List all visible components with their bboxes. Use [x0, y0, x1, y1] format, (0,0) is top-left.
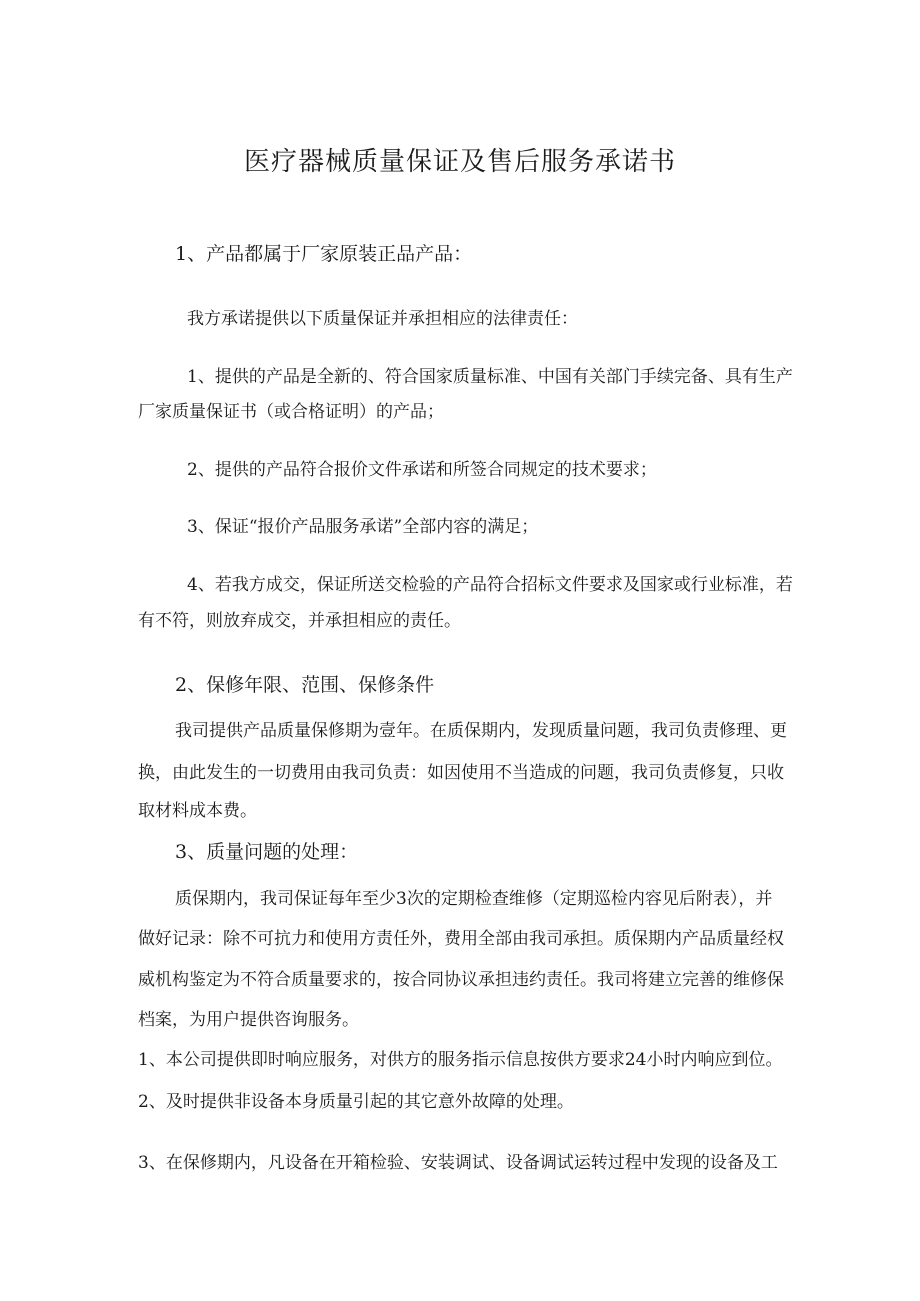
section3-heading: 3、质量问题的处理：: [175, 841, 359, 863]
section3-list-item-1: 1、本公司提供即时响应服务，对供方的服务指示信息按供方要求24小时内响应到位。: [138, 1050, 783, 1070]
section1-item1-line1: 1、提供的产品是全新的、符合国家质量标准、中国有关部门手续完备、具有生产: [187, 367, 793, 387]
section1-item1-line2: 厂家质量保证书（或合格证明）的产品；: [138, 402, 444, 422]
section1-intro: 我方承诺提供以下质量保证并承担相应的法律责任：: [187, 309, 578, 329]
section1-heading: 1、产品都属于厂家原装正品产品：: [175, 243, 473, 265]
section1-item2: 2、提供的产品符合报价文件承诺和所签合同规定的技术要求；: [187, 460, 657, 480]
section1-item4-line2: 有不符，则放弃成交，并承担相应的责任。: [138, 611, 461, 631]
section2-heading: 2、保修年限、范围、保修条件: [175, 674, 435, 696]
section2-para-line3: 取材料成本费。: [138, 801, 257, 821]
section2-para-line1: 我司提供产品质量保修期为壹年。在质保期内，发现质量问题，我司负责修理、更: [175, 721, 787, 741]
section1-item4-line1: 4、若我方成交，保证所送交检验的产品符合招标文件要求及国家或行业标准，若: [187, 575, 793, 595]
section3-para-line4: 档案，为用户提供咨询服务。: [138, 1010, 359, 1030]
section1-item3: 3、保证“报价产品服务承诺”全部内容的满足；: [187, 517, 539, 537]
section3-para-line2: 做好记录：除不可抗力和使用方责任外，费用全部由我司承担。质保期内产品质量经权: [138, 929, 784, 949]
section2-para-line2: 换，由此发生的一切费用由我司负责：如因使用不当造成的问题，我司负责修复，只收: [138, 763, 784, 783]
section3-para-line3: 威机构鉴定为不符合质量要求的，按合同协议承担违约责任。我司将建立完善的维修保: [138, 970, 784, 990]
document-title: 医疗器械质量保证及售后服务承诺书: [243, 147, 676, 177]
section3-para-line1: 质保期内，我司保证每年至少3次的定期检查维修（定期巡检内容见后附表），并: [175, 889, 773, 909]
section3-list-item-3: 3、在保修期内，凡设备在开箱检验、安装调试、设备调试运转过程中发现的设备及工: [138, 1153, 778, 1173]
section3-list-item-2: 2、及时提供非设备本身质量引起的其它意外故障的处理。: [138, 1092, 574, 1112]
